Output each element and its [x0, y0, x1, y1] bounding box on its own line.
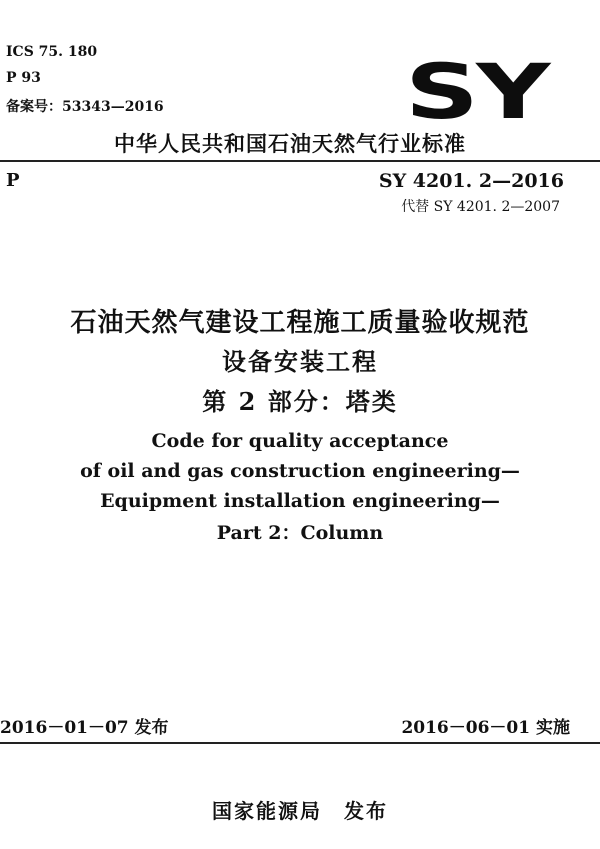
implementation-date: 2016－06－01 实施 — [401, 718, 570, 738]
footer-divider — [0, 742, 600, 744]
chinese-title-line3: 第 2 部分：塔类 — [202, 387, 398, 416]
ccs-code: P 93 — [6, 70, 41, 86]
standard-number: SY 4201. 2—2016 — [378, 170, 564, 192]
category-letter: P — [6, 170, 20, 191]
english-title-line2: of oil and gas construction engineering— — [80, 460, 520, 482]
chinese-title-line2: 设备安装工程 — [222, 347, 378, 376]
header-divider — [0, 160, 600, 162]
english-title-line1: Code for quality acceptance — [151, 430, 449, 452]
ics-code: ICS 75. 180 — [6, 44, 98, 60]
record-number: 备案号：53343—2016 — [6, 99, 164, 115]
chinese-title-line1: 石油天然气建设工程施工质量验收规范 — [70, 308, 530, 338]
publish-date: 2016－01－07 发布 — [0, 718, 169, 738]
replaces-standard: 代替 SY 4201. 2—2007 — [401, 199, 560, 215]
english-title-line3: Equipment installation engineering— — [100, 490, 500, 512]
english-title-line4: Part 2：Column — [216, 522, 384, 544]
sy-logo: SY — [405, 47, 548, 136]
issuer: 国家能源局 发布 — [212, 799, 388, 823]
organization-title: 中华人民共和国石油天然气行业标准 — [114, 131, 466, 156]
